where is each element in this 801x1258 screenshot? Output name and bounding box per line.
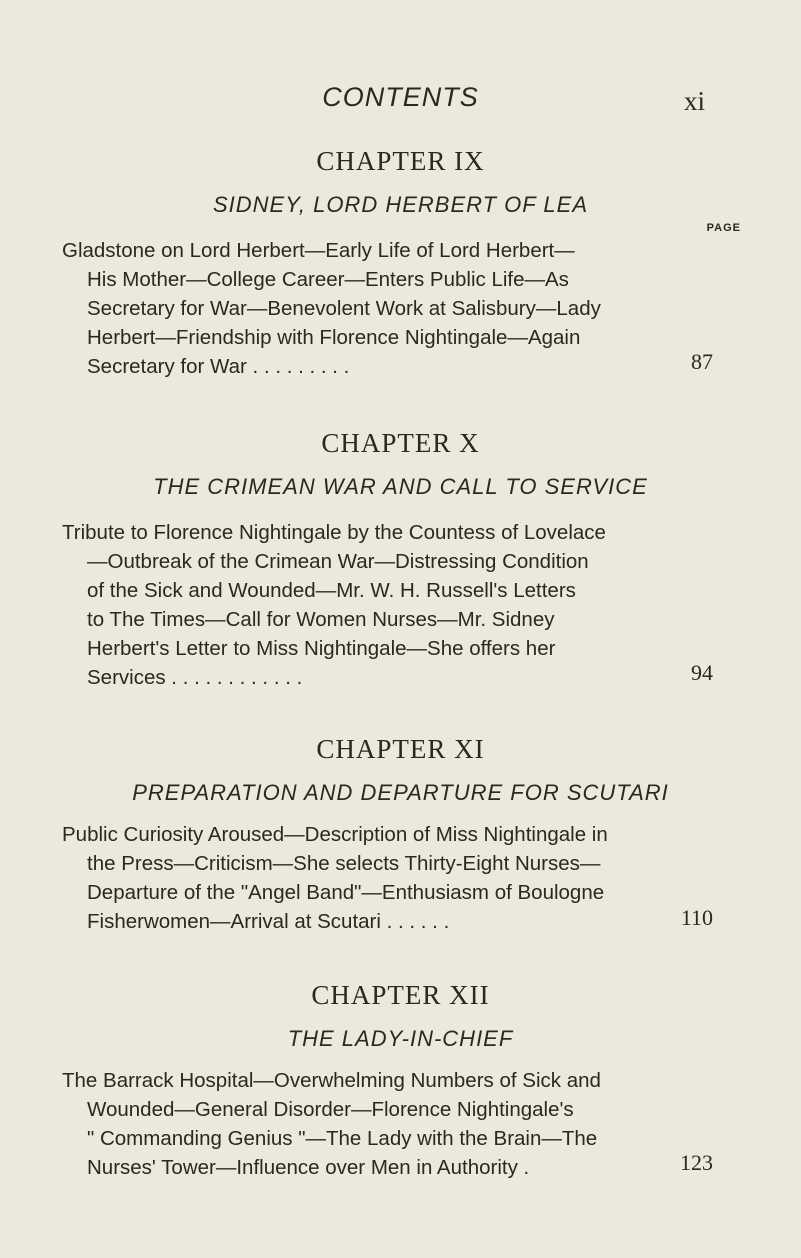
chapter-page-number: 94 — [691, 660, 713, 685]
synopsis-line: Gladstone on Lord Herbert—Early Life of Lord Herbert— — [62, 239, 575, 262]
synopsis-line: Wounded—General Disorder—Florence Nightingale's — [87, 1098, 574, 1121]
page-column-label: PAGE — [706, 222, 741, 234]
synopsis-line: Services . . . . . . . . . . . . — [87, 666, 303, 689]
chapter-page-number: 123 — [680, 1150, 713, 1175]
synopsis-line: to The Times—Call for Women Nurses—Mr. Sidney — [87, 608, 555, 631]
folio-number: xi — [683, 86, 705, 116]
chapter-synopsis — [62, 1066, 642, 1182]
synopsis-line: The Barrack Hospital—Overwhelming Numbers of Sick and — [62, 1069, 601, 1092]
synopsis-line: Secretary for War . . . . . . . . . — [87, 355, 350, 378]
synopsis-line: Herbert's Letter to Miss Nightingale—She offers her — [87, 637, 556, 660]
synopsis-line: of the Sick and Wounded—Mr. W. H. Russell's Letters — [87, 579, 576, 602]
synopsis-line: the Press—Criticism—She selects Thirty-Eight Nurses— — [87, 852, 601, 875]
synopsis-line: Fisherwomen—Arrival at Scutari . . . . . . — [87, 910, 450, 933]
running-title: CONTENTS — [322, 82, 479, 112]
synopsis-line: Secretary for War—Benevolent Work at Salisbury—Lady — [87, 297, 601, 320]
synopsis-line: His Mother—College Career—Enters Public Life—As — [87, 268, 569, 291]
synopsis-line: " Commanding Genius "—The Lady with the Brain—The — [87, 1127, 598, 1150]
synopsis-line: Tribute to Florence Nightingale by the Countess of Lovelace — [62, 521, 606, 544]
synopsis-line: Nurses' Tower—Influence over Men in Authority . — [87, 1156, 530, 1179]
chapter-heading: CHAPTER IX — [316, 146, 485, 176]
running-head — [0, 82, 801, 122]
chapter-page-number: 87 — [691, 349, 713, 374]
chapter-page-number: 110 — [680, 905, 713, 930]
chapter-subtitle: THE CRIMEAN WAR AND CALL TO SERVICE — [153, 474, 648, 499]
synopsis-line: Public Curiosity Aroused—Description of Miss Nightingale in — [62, 823, 608, 846]
chapter-heading: CHAPTER XI — [316, 734, 485, 764]
chapter-subtitle: PREPARATION AND DEPARTURE FOR SCUTARI — [132, 780, 669, 805]
chapter-subtitle: THE LADY-IN-CHIEF — [287, 1026, 514, 1051]
chapter-synopsis — [62, 518, 642, 692]
chapter-synopsis — [62, 820, 642, 936]
synopsis-line: —Outbreak of the Crimean War—Distressing Condition — [87, 550, 589, 573]
chapter-subtitle: SIDNEY, LORD HERBERT OF LEA — [212, 192, 589, 217]
chapter-heading: CHAPTER X — [321, 428, 480, 458]
synopsis-line: Herbert—Friendship with Florence Nightingale—Again — [87, 326, 581, 349]
synopsis-line: Departure of the "Angel Band"—Enthusiasm of Boulogne — [87, 881, 605, 904]
chapter-heading: CHAPTER XII — [311, 980, 490, 1010]
chapter-synopsis — [62, 236, 642, 381]
